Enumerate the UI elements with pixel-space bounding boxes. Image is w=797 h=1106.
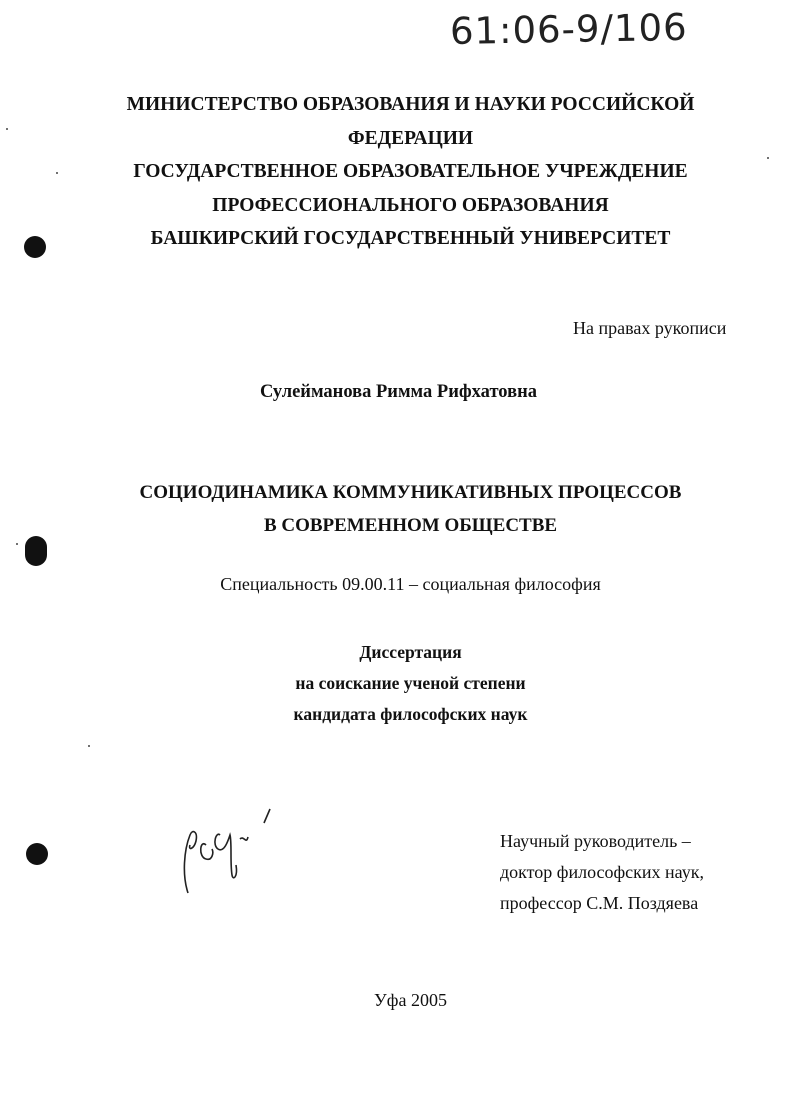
scan-speck	[6, 128, 8, 130]
specialty: Специальность 09.00.11 – социальная философия	[220, 574, 601, 594]
supervisor-line-1: Научный руководитель –	[500, 831, 691, 851]
supervisor-line-2: доктор философских наук,	[500, 862, 704, 882]
header-line-institution-type: ГОСУДАРСТВЕННОЕ ОБРАЗОВАТЕЛЬНОЕ УЧРЕЖДЕНИЕ	[133, 161, 688, 182]
punch-hole-bottom	[26, 843, 48, 865]
title-line-1: СОЦИОДИНАМИКА КОММУНИКАТИВНЫХ ПРОЦЕССОВ	[139, 482, 682, 503]
degree-line-2: на соискание ученой степени	[295, 673, 526, 693]
scan-speck	[88, 745, 90, 747]
supervisor-line-3: профессор С.М. Поздяева	[500, 893, 699, 913]
author-name: Сулейманова Римма Рифхатовна	[260, 382, 537, 402]
title-line-2: В СОВРЕМЕННОМ ОБЩЕСТВЕ	[263, 515, 558, 536]
institution-header	[12, 88, 797, 256]
handwritten-signature	[176, 805, 276, 900]
degree-line-3: кандидата философских наук	[293, 704, 528, 724]
header-line-federation: ФЕДЕРАЦИИ	[347, 127, 474, 149]
city-year: Уфа 2005	[374, 990, 447, 1010]
scientific-supervisor	[500, 826, 704, 919]
dissertation-title	[12, 476, 797, 542]
archive-code-handwritten: 61:06-9/106	[449, 5, 688, 54]
header-line-ministry: МИНИСТЕРСТВО ОБРАЗОВАНИЯ И НАУКИ РОССИЙСКОЙ	[126, 94, 695, 115]
header-line-education-level: ПРОФЕССИОНАЛЬНОГО ОБРАЗОВАНИЯ	[212, 194, 609, 216]
scan-speck	[16, 543, 18, 545]
manuscript-note: На правах рукописи	[573, 318, 727, 338]
degree-statement	[12, 637, 797, 730]
header-line-university: БАШКИРСКИЙ ГОСУДАРСТВЕННЫЙ УНИВЕРСИТЕТ	[150, 228, 671, 249]
degree-line-1: Диссертация	[359, 642, 462, 662]
